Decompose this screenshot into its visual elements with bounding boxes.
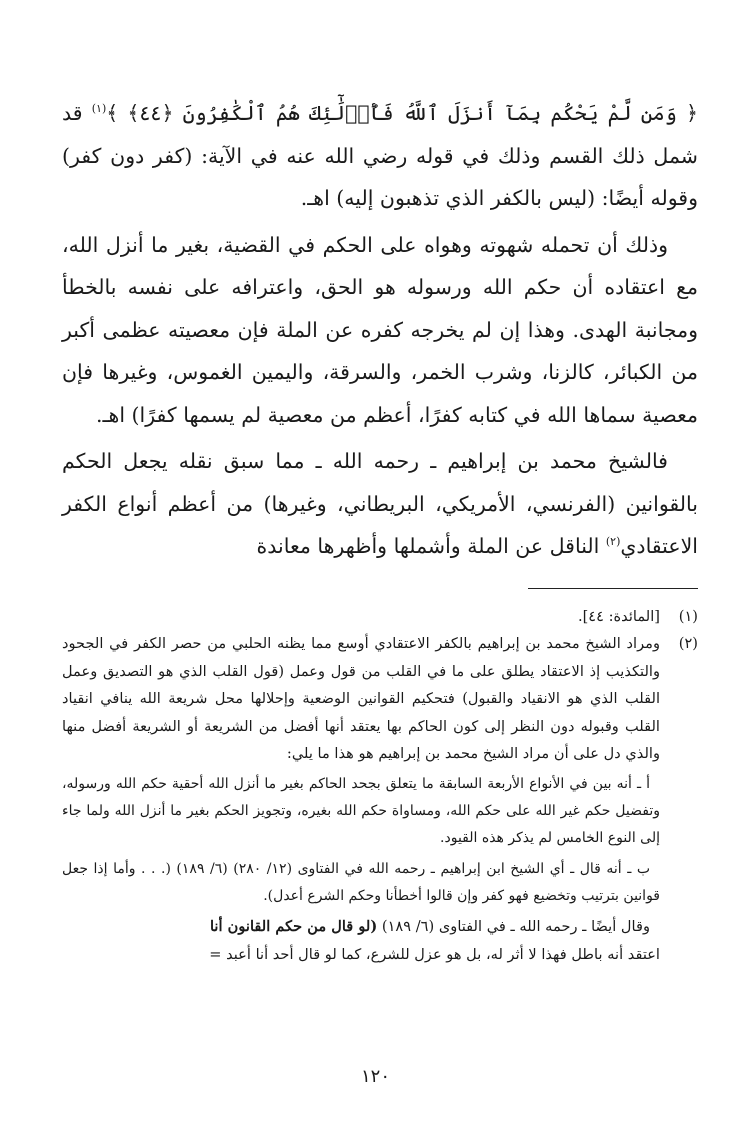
footnote-2-point-a: أ ـ أنه بين في الأنواع الأربعة السابقة ما يتعلق بجحد الحاكم بغير ما أنزل الله أحقية حكم الله ورسوله، وتفضيل حكم غير الله على حكم الله، ومساواة حكم الله بغيره، وتجويز الحكم بغير ما أنزل الله ولما جاء إلى النوع الخامس لم يذكر هذه القيود. (62, 776, 660, 847)
continuation-line-2: اعتقد أنه باطل فهذا لا أثر له، بل هو عزل للشرع، كما لو قال أحد أنا أعبد = (209, 945, 660, 963)
paragraph-1-text: قد شمل ذلك القسم وذلك في قوله رضي الله عنه في الآية: (كفر دون كفر) وقوله أيضًا: (ليس بالكفر الذي تذهبون إليه) اهـ. (62, 101, 698, 210)
footnote-1-number: (١) (678, 607, 698, 625)
main-text (62, 92, 698, 568)
paragraph-3-text-a: فالشيخ محمد بن إبراهيم ـ رحمه الله ـ مما سبق نقله يجعل الحكم بالقوانين (الفرنسي، الأمريكي، البريطاني، وغيرها) من أعظم أنواع الكفر الاعتقادي (62, 449, 698, 558)
page-number: ١٢٠ (360, 1066, 390, 1087)
footnote-2-continuation (62, 913, 660, 968)
continuation-bold-quote: (لو قال من حكم القانون أنا (209, 918, 378, 936)
footnote-2-number: (٢) (678, 635, 698, 653)
footnote-1 (62, 603, 698, 631)
footnote-2-main: ومراد الشيخ محمد بن إبراهيم بالكفر الاعتقادي أوسع مما يظنه الحلبي من حصر الكفر في الجحود والتكذيب إذ الاعتقاد يطلق على ما في القلب من قول وعمل (قول القلب الذي هو التصديق وعمل القلب الذي هو الانقياد والقبول) فتحكيم القوانين الوضعية وإحلالها محل شريعة الله ينافي انقياد القلب وقبوله دون النظر إلى كون الحاكم بها يعتقد أنها أفضل من الشريعة أو الشريعة أفضل منها والذي دل على أن مراد الشيخ محمد بن إبراهيم هو هذا ما يلي: (62, 635, 660, 763)
footnote-2 (62, 630, 698, 968)
quran-verse: ﴿ وَمَن لَّمْ يَحْكُم بِمَآ أَنزَلَ ٱللَّهُ فَأُو۟لَٰٓئِكَ هُمُ ٱلْكَٰفِرُونَ ﴿٤٤﴾ ﴾ (106, 101, 698, 125)
book-page (62, 92, 698, 968)
paragraph-3 (62, 440, 698, 568)
footnotes (62, 603, 698, 969)
footnote-2-point-b: ب ـ أنه قال ـ أي الشيخ ابن إبراهيم ـ رحمه الله في الفتاوى (١٢/ ٢٨٠) (٦/ ١٨٩) (. . . وأما إذا جعل قوانين بترتيب وتخضيع فهو كفر وإن قالوا أخطأنا وحكم الشرع أعدل). (62, 860, 660, 904)
footnote-1-text: [المائدة: ٤٤]. (577, 607, 660, 625)
footnote-divider (528, 588, 698, 589)
footnote-ref-2: (٢) (605, 535, 621, 549)
paragraph-3-text-b: الناقل عن الملة وأشملها وأظهرها معاندة (256, 534, 606, 558)
footnote-ref-1: (١) (91, 102, 107, 116)
paragraph-1 (62, 92, 698, 220)
paragraph-2: وذلك أن تحمله شهوته وهواه على الحكم في القضية، بغير ما أنزل الله، مع اعتقاده أن حكم الله ورسوله هو الحق، واعترافه على نفسه بالخطأ ومجانبة الهدى. وهذا إن لم يخرجه كفره عن الملة فإن معصيته عظمى أكبر من الكبائر، كالزنا، وشرب الخمر، والسرقة، واليمين الغموس، وغيرها فإن معصية سماها الله في كتابه كفرًا، أعظم من معصية لم يسمها كفرًا) اهـ. (62, 232, 698, 427)
continuation-text: وقال أيضًا ـ رحمه الله ـ في الفتاوى (٦/ ١٨٩) (377, 918, 650, 936)
